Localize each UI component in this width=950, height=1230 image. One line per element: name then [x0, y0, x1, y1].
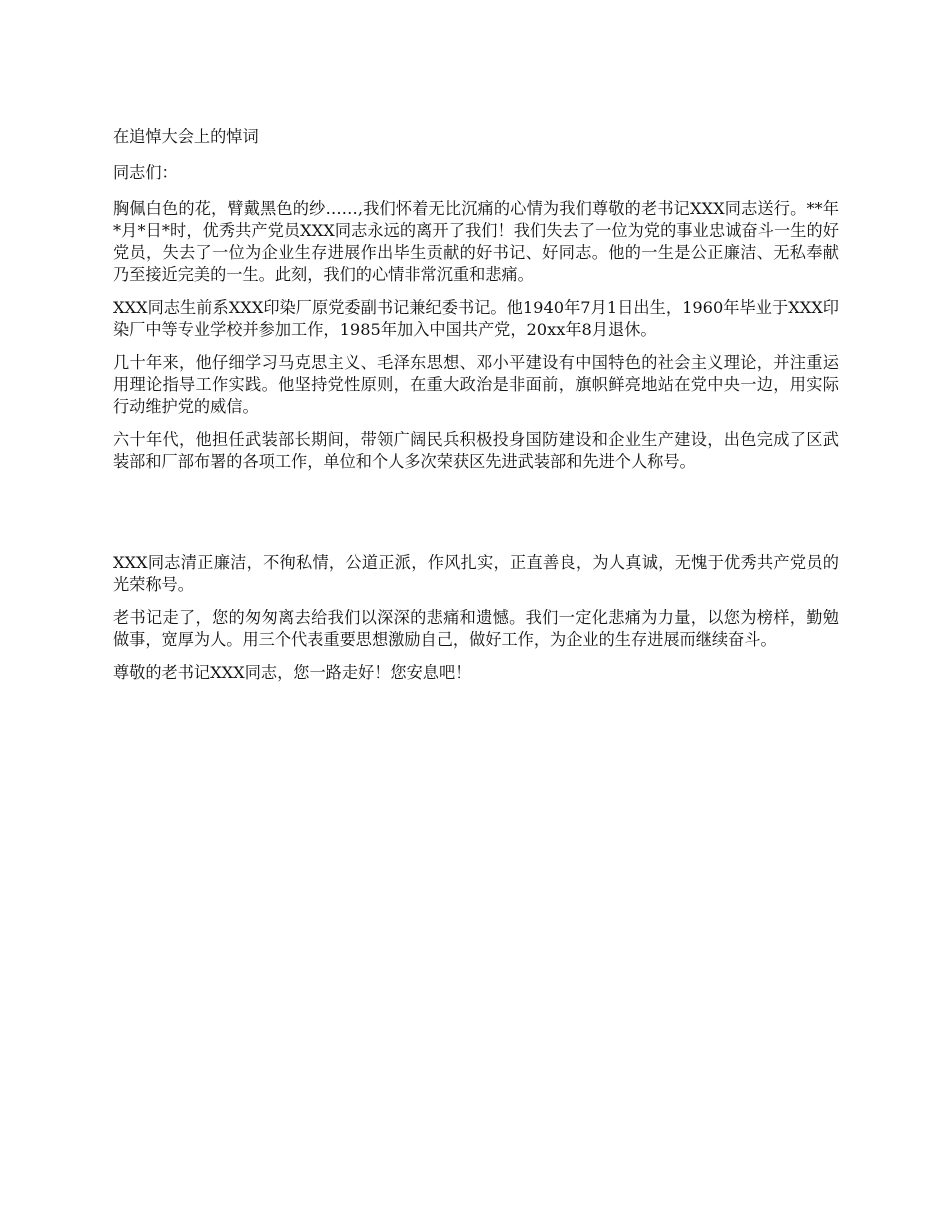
document-title: 在追悼大会上的悼词 — [113, 127, 259, 146]
salutation: 同志们： — [113, 163, 178, 182]
paragraph-5: XXX同志清正廉洁，不徇私情，公道正派，作风扎实，正直善良，为人真诚，无愧于优秀共产党员的光荣称号。 — [113, 553, 839, 594]
paragraph-6: 老书记走了，您的匆匆离去给我们以深深的悲痛和遗憾。我们一定化悲痛为力量，以您为榜样，勤勉做事，宽厚为人。用三个代表重要思想激励自己，做好工作，为企业的生存进展而继续奋斗。 — [113, 608, 839, 649]
paragraph-2: XXX同志生前系XXX印染厂原党委副书记兼纪委书记。他1940年7月1日出生，1960年毕业于XXX印染厂中等专业学校并参加工作，1985年加入中国共产党，20xx年8月退休。 — [113, 298, 839, 339]
document-body — [113, 126, 839, 695]
blank-space — [113, 484, 839, 552]
paragraph-3: 几十年来，他仔细学习马克思主义、毛泽东思想、邓小平建设有中国特色的社会主义理论，并注重运用理论指导工作实践。他坚持党性原则，在重大政治是非面前，旗帜鲜亮地站在党中央一边，用实际行动维护党的威信。 — [113, 353, 839, 416]
paragraph-4: 六十年代，他担任武装部长期间，带领广阔民兵积极投身国防建设和企业生产建设，出色完成了区武装部和厂部布署的各项工作，单位和个人多次荣获区先进武装部和先进个人称号。 — [113, 430, 839, 471]
paragraph-1: 胸佩白色的花，臂戴黑色的纱……,我们怀着无比沉痛的心情为我们尊敬的老书记XXX同志送行。**年*月*日*时，优秀共产党员XXX同志永远的离开了我们！我们失去了一位为党的事业忠诚奋斗一生的好党员，失去了一位为企业生存进展作出毕生贡献的好书记、好同志。他的一生是公正廉洁、无私奉献乃至接近完美的一生。此刻，我们的心情非常沉重和悲痛。 — [113, 199, 839, 284]
closing-line: 尊敬的老书记XXX同志，您一路走好！您安息吧！ — [113, 663, 472, 682]
